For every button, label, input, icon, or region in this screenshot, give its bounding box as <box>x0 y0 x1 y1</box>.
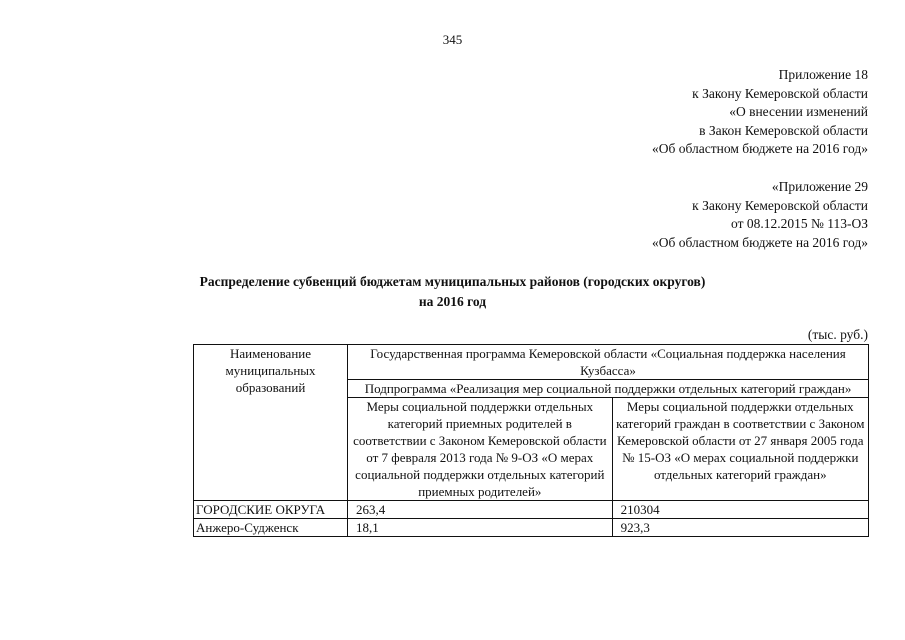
row-value-col2: 210304 <box>612 501 868 519</box>
page-number: 345 <box>442 32 463 47</box>
table-row <box>194 501 869 519</box>
document-title-line: Распределение субвенций бюджетам муниципальных районов (городских округов) <box>199 274 706 289</box>
appendix-18-line: «О внесении изменений <box>729 104 868 119</box>
appendix-18-line: в Закон Кемеровской области <box>699 122 868 138</box>
appendix-29-block <box>652 178 868 252</box>
header-municipality: Наименование муниципальных образований <box>194 345 348 501</box>
units-label: (тыс. руб.) <box>807 327 868 342</box>
row-name: Анжеро-Судженск <box>194 519 348 537</box>
row-value-col2: 923,3 <box>612 519 868 537</box>
appendix-29-line: к Закону Кемеровской области <box>692 197 868 213</box>
document-title-line: на 2016 год <box>418 294 487 309</box>
table-row <box>194 519 869 537</box>
document-title <box>0 272 905 312</box>
header-column-citizen-categories: Меры социальной поддержки отдельных категорий граждан в соответствии с Законом Кемеровской области от 27 января 2005 года № 15-ОЗ «О мерах социальной поддержки отдельных категорий граждан» <box>612 398 868 501</box>
appendix-18-line: Приложение 18 <box>778 67 868 82</box>
row-value-col1: 18,1 <box>348 519 613 537</box>
appendix-18-line: «Об областном бюджете на 2016 год» <box>652 141 868 156</box>
header-program: Государственная программа Кемеровской области «Социальная поддержка населения Кузбасса» <box>348 345 869 380</box>
subventions-table <box>193 344 869 537</box>
appendix-18-line: к Закону Кемеровской области <box>692 85 868 101</box>
header-subprogram: Подпрограмма «Реализация мер социальной поддержки отдельных категорий граждан» <box>348 380 869 398</box>
row-name: ГОРОДСКИЕ ОКРУГА <box>194 501 348 519</box>
appendix-18-block <box>652 66 868 159</box>
appendix-29-line: «Приложение 29 <box>771 179 868 194</box>
row-value-col1: 263,4 <box>348 501 613 519</box>
appendix-29-line: от 08.12.2015 № 113-ОЗ <box>731 216 868 231</box>
appendix-29-line: «Об областном бюджете на 2016 год» <box>652 234 868 250</box>
header-column-foster-parents: Меры социальной поддержки отдельных категорий приемных родителей в соответствии с Законом Кемеровской области от 7 февраля 2013 года № 9-ОЗ «О мерах социальной поддержки отдельных категорий приемных родителей» <box>348 398 613 501</box>
